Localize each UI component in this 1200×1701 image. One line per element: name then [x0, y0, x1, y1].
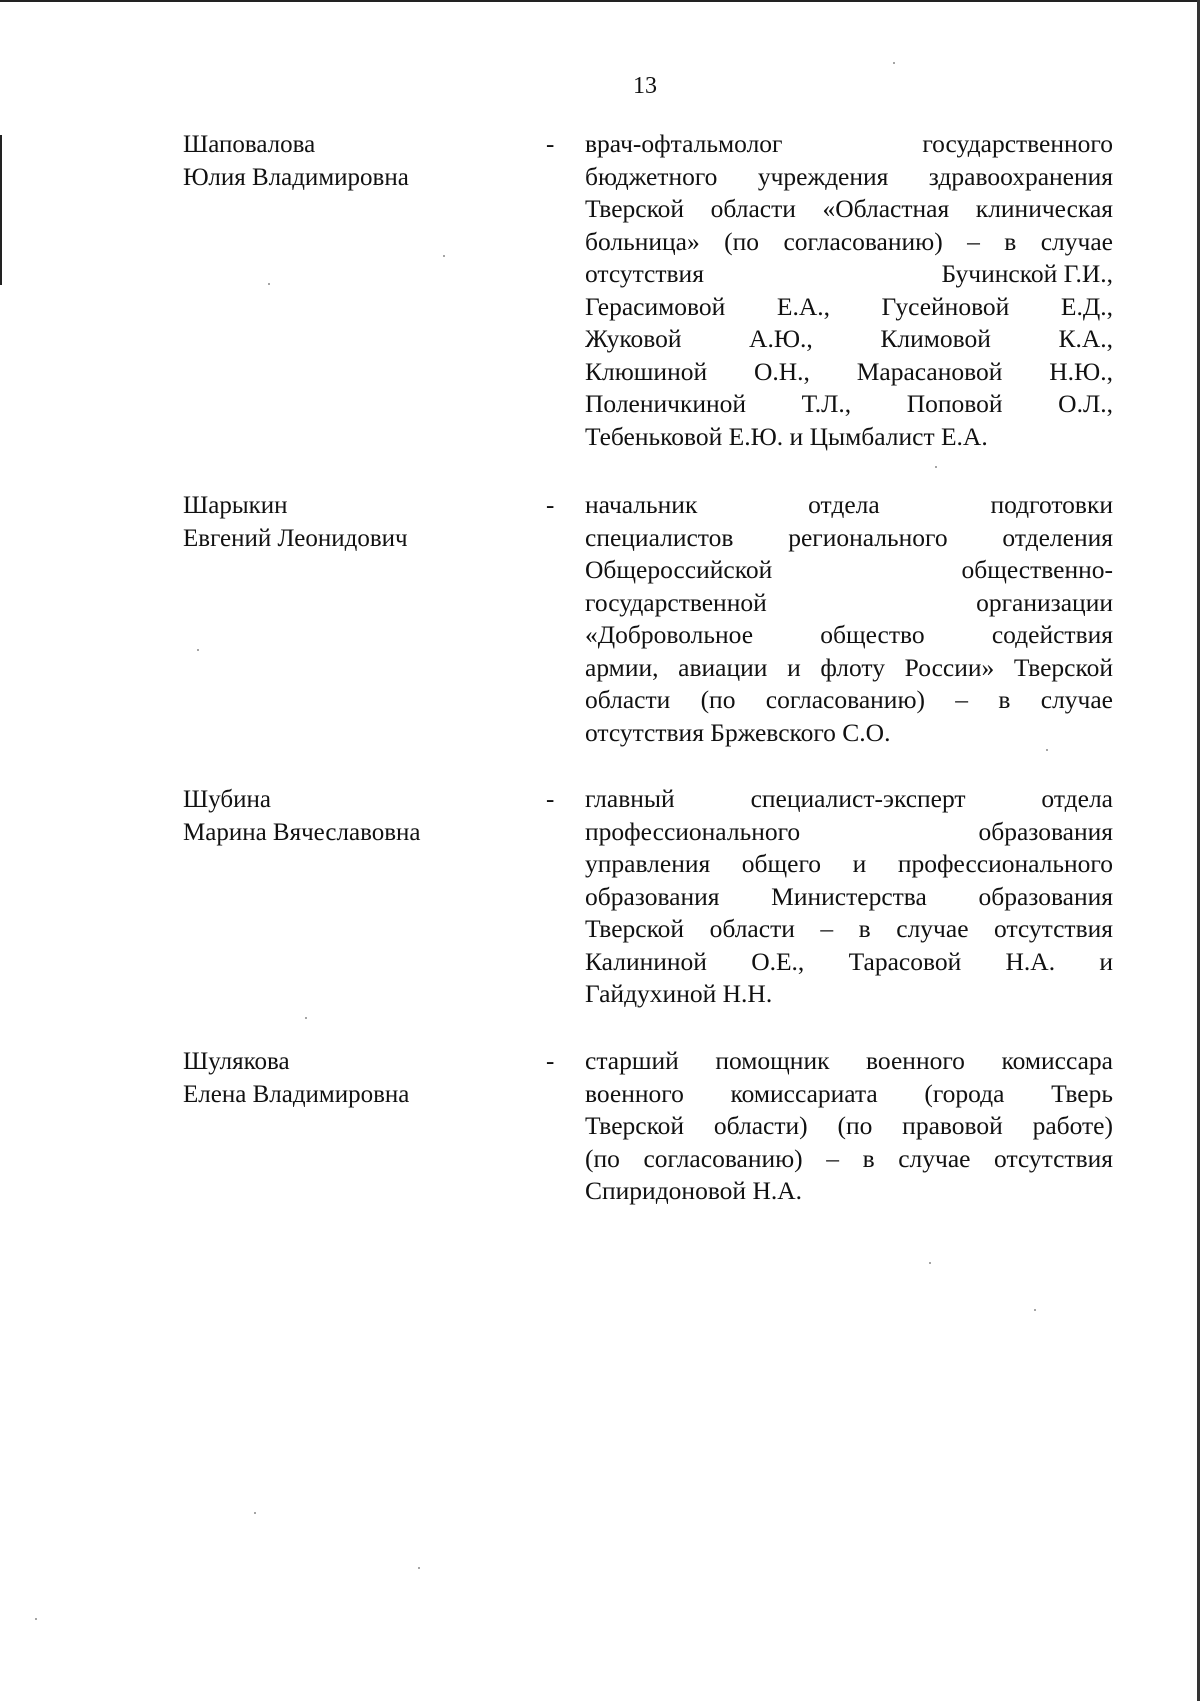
- scan-mark-left: [0, 135, 2, 285]
- scan-border-top: [0, 0, 1200, 2]
- scan-speck: [1046, 749, 1048, 751]
- scan-speck: [35, 1618, 37, 1620]
- role-line: Спиридоновой Н.А.: [585, 1176, 803, 1205]
- member-surname: Шарыкин: [183, 492, 288, 519]
- role-line: Тверской области) (по правовой работе): [585, 1111, 1113, 1140]
- role-line: врач-офтальмолог государственного: [585, 129, 1113, 158]
- role-line: Клюшиной О.Н., Марасановой Н.Ю.,: [585, 356, 1113, 386]
- member-surname: Шаповалова: [183, 131, 316, 158]
- role-line: (по согласованию) – в случае отсутствия: [585, 1143, 1113, 1173]
- role-line: главный специалист-эксперт отдела: [585, 784, 1113, 813]
- scan-speck: [443, 255, 445, 257]
- scan-speck: [197, 649, 199, 651]
- role-line: образования Министерства образования: [585, 881, 1113, 911]
- role-line: Герасимовой Е.А., Гусейновой Е.Д.,: [585, 291, 1113, 321]
- scan-speck: [268, 283, 270, 285]
- scan-speck: [418, 1567, 420, 1569]
- scan-speck: [305, 1017, 307, 1019]
- role-line: военного комиссариата (города Тверь: [585, 1078, 1113, 1108]
- separator-dash: -: [546, 786, 555, 813]
- member-given-names: Марина Вячеславовна: [183, 819, 421, 846]
- member-given-names: Елена Владимировна: [183, 1081, 410, 1108]
- role-line: Гайдухиной Н.Н.: [585, 979, 773, 1008]
- role-line: области (по согласованию) – в случае: [585, 685, 1113, 714]
- member-role-description: [585, 1045, 1113, 1208]
- scan-speck: [893, 62, 895, 64]
- separator-dash: -: [546, 1048, 555, 1075]
- scan-speck: [254, 1512, 256, 1514]
- role-line: специалистов регионального отделения: [585, 522, 1113, 552]
- role-line: управления общего и профессионального: [585, 849, 1113, 878]
- member-role-description: [585, 489, 1113, 749]
- member-given-names: Юлия Владимировна: [183, 164, 409, 191]
- role-line: начальник отдела подготовки: [585, 490, 1113, 519]
- role-line: «Добровольное общество содействия: [585, 620, 1113, 649]
- separator-dash: -: [546, 492, 555, 519]
- page-number: 13: [633, 73, 657, 99]
- scan-speck: [929, 1262, 931, 1264]
- member-name: [183, 489, 523, 555]
- member-role-description: [585, 128, 1113, 453]
- role-line: отсутствия Бржевского С.О.: [585, 717, 891, 747]
- role-line: Поленичкиной Т.Л., Поповой О.Л.,: [585, 389, 1113, 418]
- role-line: профессионального образования: [585, 816, 1113, 846]
- role-line: Тверской области «Областная клиническая: [585, 194, 1113, 223]
- member-name: [183, 128, 523, 194]
- scan-speck: [1034, 1309, 1036, 1311]
- role-line: старший помощник военного комиссара: [585, 1046, 1113, 1075]
- member-given-names: Евгений Леонидович: [183, 525, 408, 552]
- role-line: государственной организации: [585, 587, 1113, 617]
- role-line: армии, авиации и флоту России» Тверской: [585, 652, 1113, 682]
- role-line: бюджетного учреждения здравоохранения: [585, 161, 1113, 191]
- role-line: Тебеньковой Е.Ю. и Цымбалист Е.А.: [585, 421, 988, 451]
- member-surname: Шулякова: [183, 1048, 290, 1075]
- member-name: [183, 783, 523, 849]
- role-line: больница» (по согласованию) – в случае: [585, 226, 1113, 256]
- role-line: Калининой О.Е., Тарасовой Н.А. и: [585, 946, 1113, 976]
- role-line: Общероссийской общественно-: [585, 555, 1113, 584]
- separator-dash: -: [546, 131, 555, 158]
- member-role-description: [585, 783, 1113, 1011]
- role-line: Жуковой А.Ю., Климовой К.А.,: [585, 324, 1113, 353]
- scan-speck: [935, 466, 937, 468]
- role-line: отсутствия Бучинской Г.И.,: [585, 259, 1113, 288]
- member-surname: Шубина: [183, 786, 271, 813]
- member-name: [183, 1045, 523, 1111]
- role-line: Тверской области – в случае отсутствия: [585, 914, 1113, 943]
